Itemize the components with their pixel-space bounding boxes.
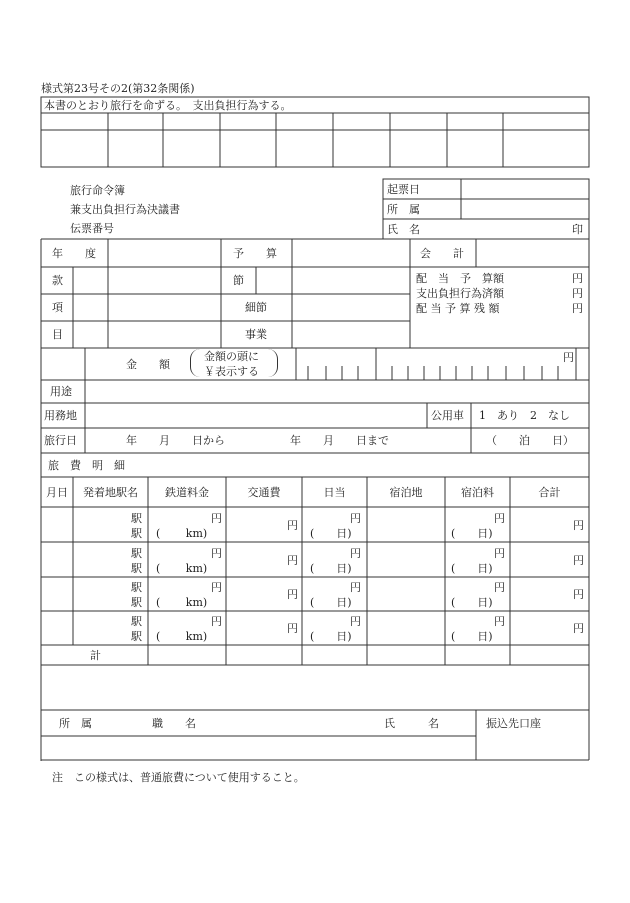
transport-yen: 円 bbox=[287, 554, 298, 567]
departure-station: 駅 bbox=[131, 547, 142, 560]
setsu-field[interactable] bbox=[257, 268, 409, 293]
voucher-number-label: 伝票番号 bbox=[70, 222, 114, 235]
col-lodging-fee: 宿泊料 bbox=[461, 486, 494, 499]
amount-label: 金 額 bbox=[126, 358, 170, 371]
total-yen: 円 bbox=[573, 519, 584, 532]
footer-name-label: 氏 名 bbox=[384, 717, 439, 730]
expense-section-title: 旅 費 明 細 bbox=[48, 459, 125, 472]
lodging-yen: 円 bbox=[494, 512, 505, 525]
rail-fare-yen: 円 bbox=[211, 547, 222, 560]
order-statement: 本書のとおり旅行を命ずる。 支出負担行為する。 bbox=[44, 99, 292, 112]
total-row-label: 計 bbox=[90, 649, 101, 662]
allowance-yen: 円 bbox=[350, 615, 361, 628]
remarks-area[interactable] bbox=[42, 666, 588, 709]
departure-station: 駅 bbox=[131, 512, 142, 525]
col-transport: 交通費 bbox=[247, 486, 281, 499]
col-stations: 発着地駅名 bbox=[83, 486, 138, 499]
transport-yen: 円 bbox=[287, 622, 298, 635]
allowance-days: ( 日) bbox=[310, 527, 352, 540]
arrival-station: 駅 bbox=[131, 562, 142, 575]
lodging-yen: 円 bbox=[494, 581, 505, 594]
moku-label: 目 bbox=[52, 328, 63, 341]
fiscal-year-label: 年 度 bbox=[52, 247, 96, 260]
travel-date-label: 旅行日 bbox=[44, 434, 77, 447]
usage-note: 注 この様式は、普通旅費について使用すること。 bbox=[52, 771, 305, 784]
nights-days[interactable]: （ 泊 日） bbox=[486, 434, 574, 447]
allowance-yen: 円 bbox=[350, 512, 361, 525]
issuer-dept-label: 所 属 bbox=[387, 203, 420, 216]
kou-label: 項 bbox=[52, 301, 63, 314]
destination-label: 用務地 bbox=[44, 409, 77, 422]
allowance-yen: 円 bbox=[350, 581, 361, 594]
allowance-days: ( 日) bbox=[310, 596, 352, 609]
budget-label: 予 算 bbox=[233, 247, 277, 260]
travel-date-to[interactable]: 年 月 日まで bbox=[290, 434, 389, 447]
rail-fare-yen: 円 bbox=[211, 615, 222, 628]
saisetsu-field[interactable] bbox=[293, 295, 409, 320]
committed-amount-yen: 円 bbox=[572, 287, 583, 300]
issuer-dept-field[interactable] bbox=[462, 200, 588, 218]
issue-date-field[interactable] bbox=[462, 180, 588, 198]
moku-field[interactable] bbox=[74, 322, 220, 347]
col-total: 合計 bbox=[538, 486, 561, 499]
departure-station: 駅 bbox=[131, 581, 142, 594]
transport-yen: 円 bbox=[287, 519, 298, 532]
rail-fare-yen: 円 bbox=[211, 581, 222, 594]
committed-amount-label: 支出負担行為済額 bbox=[416, 287, 504, 300]
fiscal-year-field[interactable] bbox=[109, 240, 220, 266]
arrival-station: 駅 bbox=[131, 527, 142, 540]
doc-title-expenditure: 兼支出負担行為決議書 bbox=[70, 203, 180, 216]
official-car-label: 公用車 bbox=[431, 409, 464, 422]
arrival-station: 駅 bbox=[131, 630, 142, 643]
arrival-station: 駅 bbox=[131, 596, 142, 609]
lodging-days: ( 日) bbox=[451, 630, 493, 643]
seal-mark: 印 bbox=[572, 223, 583, 236]
issuer-name-field[interactable] bbox=[430, 220, 570, 238]
amount-digit-field[interactable] bbox=[297, 349, 575, 379]
saisetsu-label: 細節 bbox=[245, 301, 267, 314]
kan-field[interactable] bbox=[74, 268, 220, 293]
jigyou-label: 事業 bbox=[245, 328, 267, 341]
lodging-days: ( 日) bbox=[451, 596, 493, 609]
col-lodging-place: 宿泊地 bbox=[389, 486, 423, 499]
issue-date-label: 起票日 bbox=[387, 183, 420, 196]
footer-title-label: 職 名 bbox=[152, 717, 196, 730]
jigyou-field[interactable] bbox=[293, 322, 409, 347]
rail-fare-yen: 円 bbox=[211, 512, 222, 525]
kou-field[interactable] bbox=[74, 295, 220, 320]
doc-title-travel-order: 旅行命令簿 bbox=[70, 184, 125, 197]
travel-date-from[interactable]: 年 月 日から bbox=[126, 434, 225, 447]
col-daily-allowance: 日当 bbox=[323, 486, 346, 499]
accounting-label: 会 計 bbox=[420, 247, 464, 260]
lodging-yen: 円 bbox=[494, 547, 505, 560]
allowance-days: ( 日) bbox=[310, 630, 352, 643]
rail-km: ( km) bbox=[156, 596, 208, 609]
col-rail-fare: 鉄道料金 bbox=[165, 486, 209, 499]
allotted-budget-yen: 円 bbox=[572, 272, 583, 285]
amount-note-line2: ￥表示する bbox=[204, 365, 259, 378]
form-number: 様式第23号その2(第32条関係) bbox=[41, 82, 195, 95]
total-yen: 円 bbox=[573, 588, 584, 601]
issuer-name-label: 氏 名 bbox=[387, 223, 420, 236]
total-yen: 円 bbox=[573, 554, 584, 567]
remaining-budget-label: 配 当 予 算 残 額 bbox=[416, 302, 500, 315]
rail-km: ( km) bbox=[156, 562, 208, 575]
bank-account-field[interactable] bbox=[477, 732, 588, 759]
budget-field[interactable] bbox=[293, 240, 409, 266]
purpose-label: 用途 bbox=[50, 385, 72, 398]
transport-yen: 円 bbox=[287, 588, 298, 601]
destination-field[interactable] bbox=[86, 404, 426, 427]
kan-label: 款 bbox=[52, 274, 63, 287]
footer-dept-label: 所 属 bbox=[59, 717, 92, 730]
purpose-field[interactable] bbox=[86, 381, 588, 402]
bank-account-label: 振込先口座 bbox=[486, 717, 541, 730]
allowance-days: ( 日) bbox=[310, 562, 352, 575]
departure-station: 駅 bbox=[131, 615, 142, 628]
setsu-label: 節 bbox=[233, 274, 244, 287]
official-car-options[interactable]: 1 あり 2 なし bbox=[479, 409, 570, 422]
lodging-yen: 円 bbox=[494, 615, 505, 628]
amount-note-line1: 金額の頭に bbox=[204, 350, 259, 363]
remaining-budget-yen: 円 bbox=[572, 302, 583, 315]
lodging-days: ( 日) bbox=[451, 527, 493, 540]
total-row-fields[interactable] bbox=[149, 646, 588, 664]
accounting-field[interactable] bbox=[477, 240, 588, 266]
total-yen: 円 bbox=[573, 622, 584, 635]
amount-yen: 円 bbox=[563, 351, 574, 364]
col-date: 月日 bbox=[46, 486, 68, 499]
allotted-budget-label: 配 当 予 算額 bbox=[416, 272, 504, 285]
lodging-days: ( 日) bbox=[451, 562, 493, 575]
rail-km: ( km) bbox=[156, 630, 208, 643]
rail-km: ( km) bbox=[156, 527, 208, 540]
approval-stamp-row[interactable] bbox=[41, 130, 589, 167]
footer-entry-field[interactable] bbox=[42, 737, 475, 759]
allowance-yen: 円 bbox=[350, 547, 361, 560]
